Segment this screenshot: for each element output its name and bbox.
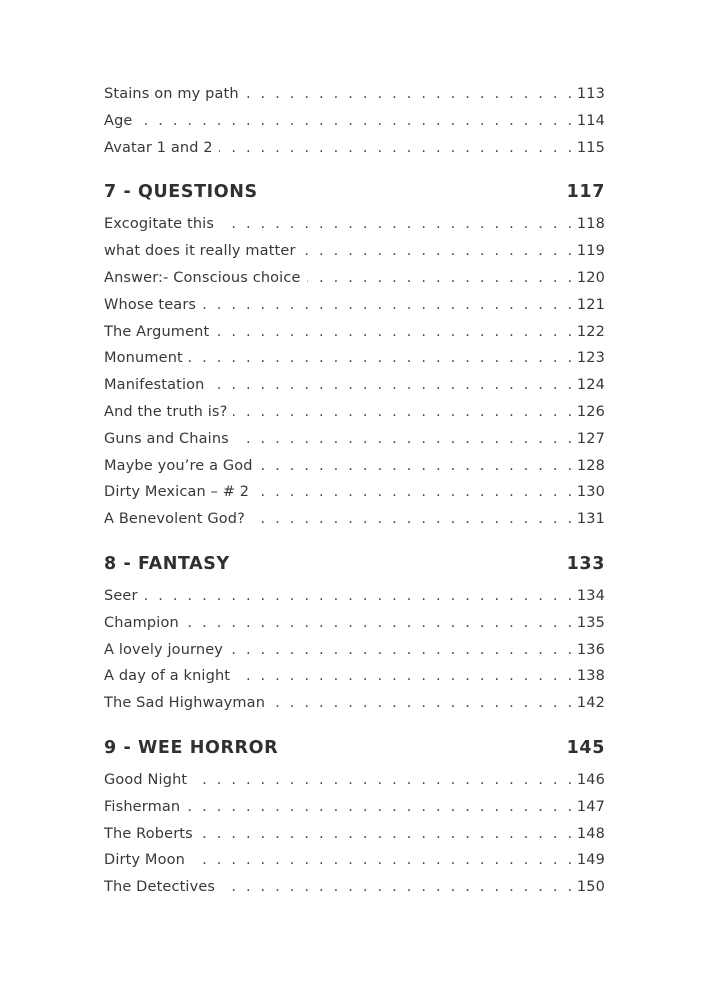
toc-section — [104, 180, 605, 536]
section-heading-page: 145 — [566, 737, 605, 758]
dot-leader — [144, 586, 575, 607]
toc-entry-title: The Detectives — [104, 879, 216, 896]
dot-leader — [220, 214, 575, 235]
toc-entry-page: 126 — [576, 403, 605, 420]
toc-entry[interactable] — [104, 456, 605, 483]
toc-entry-page: 122 — [576, 323, 605, 340]
toc-entry[interactable] — [104, 850, 605, 877]
toc-entry[interactable] — [104, 640, 605, 667]
dot-leader — [271, 693, 575, 714]
table-of-contents — [104, 84, 605, 920]
dot-leader — [219, 138, 575, 159]
toc-entry[interactable] — [104, 348, 605, 375]
toc-entry-page: 123 — [576, 350, 605, 367]
toc-entry-page: 128 — [576, 457, 605, 474]
toc-entry-page: 149 — [576, 852, 605, 869]
toc-section — [104, 84, 605, 164]
toc-entry-page: 148 — [576, 825, 605, 842]
toc-entry-title: A Benevolent God? — [104, 511, 245, 528]
toc-entry-title: Champion — [104, 614, 179, 631]
toc-section — [104, 736, 605, 904]
toc-entry-page: 146 — [576, 771, 605, 788]
toc-entry-title: Fisherman — [104, 798, 181, 815]
toc-entry-page: 115 — [576, 139, 605, 156]
toc-entry[interactable] — [104, 877, 605, 904]
toc-entry-page: 118 — [576, 216, 605, 233]
toc-entry-page: 131 — [576, 511, 605, 528]
toc-section — [104, 552, 605, 720]
toc-entry[interactable] — [104, 402, 605, 429]
dot-leader — [202, 295, 575, 316]
toc-entry[interactable] — [104, 429, 605, 456]
toc-entry-page: 114 — [576, 112, 605, 129]
toc-entry-page: 138 — [576, 668, 605, 685]
dot-leader — [185, 613, 575, 634]
section-heading[interactable] — [104, 736, 605, 760]
toc-entry-page: 134 — [576, 587, 605, 604]
toc-entry-title: Manifestation — [104, 377, 205, 394]
toc-entry-title: The Argument — [104, 323, 210, 340]
dot-leader — [233, 402, 574, 423]
toc-entry-title: Dirty Moon — [104, 852, 185, 869]
dot-leader — [245, 84, 575, 105]
toc-entry-title: Answer:- Conscious choice — [104, 269, 301, 286]
section-heading-title: 7 - QUESTIONS — [104, 182, 258, 203]
toc-entry-page: 113 — [576, 86, 605, 102]
toc-entry-title: And the truth is? — [104, 403, 228, 420]
toc-entry-title: A day of a knight — [104, 668, 231, 685]
toc-entry[interactable] — [104, 509, 605, 536]
section-heading-page: 117 — [566, 182, 605, 203]
toc-entry[interactable] — [104, 613, 605, 640]
toc-entry[interactable] — [104, 322, 605, 349]
toc-entry[interactable] — [104, 797, 605, 824]
dot-leader — [259, 456, 575, 477]
toc-entry[interactable] — [104, 241, 605, 268]
dot-leader — [236, 666, 575, 687]
toc-entry[interactable] — [104, 214, 605, 241]
dot-leader — [193, 770, 575, 791]
toc-entry[interactable] — [104, 84, 605, 111]
toc-entry-page: 136 — [576, 641, 605, 658]
toc-entry-title: Whose tears — [104, 296, 197, 313]
toc-entry[interactable] — [104, 666, 605, 693]
toc-entry[interactable] — [104, 770, 605, 797]
toc-entry[interactable] — [104, 482, 605, 509]
dot-leader — [235, 429, 575, 450]
toc-entry-title: Maybe you’re a God — [104, 457, 253, 474]
toc-entry-page: 135 — [576, 614, 605, 631]
dot-leader — [229, 640, 575, 661]
toc-entry-title: The Roberts — [104, 825, 193, 842]
dot-leader — [221, 877, 575, 898]
toc-entry[interactable] — [104, 824, 605, 851]
section-heading-page: 133 — [566, 553, 605, 574]
toc-entry-title: Excogitate this — [104, 216, 215, 233]
toc-entry-page: 142 — [576, 695, 605, 712]
toc-entry-title: Dirty Mexican – # 2 — [104, 484, 250, 501]
toc-entry[interactable] — [104, 111, 605, 138]
section-heading-title: 9 - WEE HORROR — [104, 737, 279, 758]
toc-entry-page: 150 — [576, 879, 605, 896]
section-heading[interactable] — [104, 552, 605, 576]
toc-entry-title: what does it really matter — [104, 243, 296, 260]
toc-entry-page: 120 — [576, 269, 605, 286]
section-heading-title: 8 - FANTASY — [104, 553, 230, 574]
toc-entry[interactable] — [104, 375, 605, 402]
dot-leader — [307, 268, 575, 289]
toc-entry-page: 130 — [576, 484, 605, 501]
dot-leader — [251, 509, 575, 530]
toc-entry-title: A lovely journey — [104, 641, 224, 658]
dot-leader — [199, 824, 575, 845]
toc-entry-page: 147 — [576, 798, 605, 815]
section-heading[interactable] — [104, 180, 605, 204]
dot-leader — [139, 111, 575, 132]
dot-leader — [189, 348, 575, 369]
toc-entry[interactable] — [104, 586, 605, 613]
toc-entry-title: Seer — [104, 587, 138, 604]
toc-entry[interactable] — [104, 295, 605, 322]
toc-entry[interactable] — [104, 138, 605, 165]
toc-entry-title: Avatar 1 and 2 — [104, 139, 213, 156]
toc-entry[interactable] — [104, 693, 605, 720]
dot-leader — [191, 850, 575, 871]
dot-leader — [302, 241, 575, 262]
toc-entry-title: Guns and Chains — [104, 430, 229, 447]
dot-leader — [255, 482, 575, 503]
toc-entry-page: 127 — [576, 430, 605, 447]
dot-leader — [211, 375, 575, 396]
toc-entry-title: Good Night — [104, 771, 188, 788]
dot-leader — [186, 797, 575, 818]
toc-entry-title: Monument — [104, 350, 183, 367]
toc-entry-title: Stains on my path — [104, 86, 239, 102]
toc-entry[interactable] — [104, 268, 605, 295]
toc-entry-title: The Sad Highwayman — [104, 695, 266, 712]
toc-entry-page: 124 — [576, 377, 605, 394]
dot-leader — [215, 322, 575, 343]
toc-entry-title: Age — [104, 112, 133, 129]
toc-entry-page: 121 — [576, 296, 605, 313]
toc-entry-page: 119 — [576, 243, 605, 260]
